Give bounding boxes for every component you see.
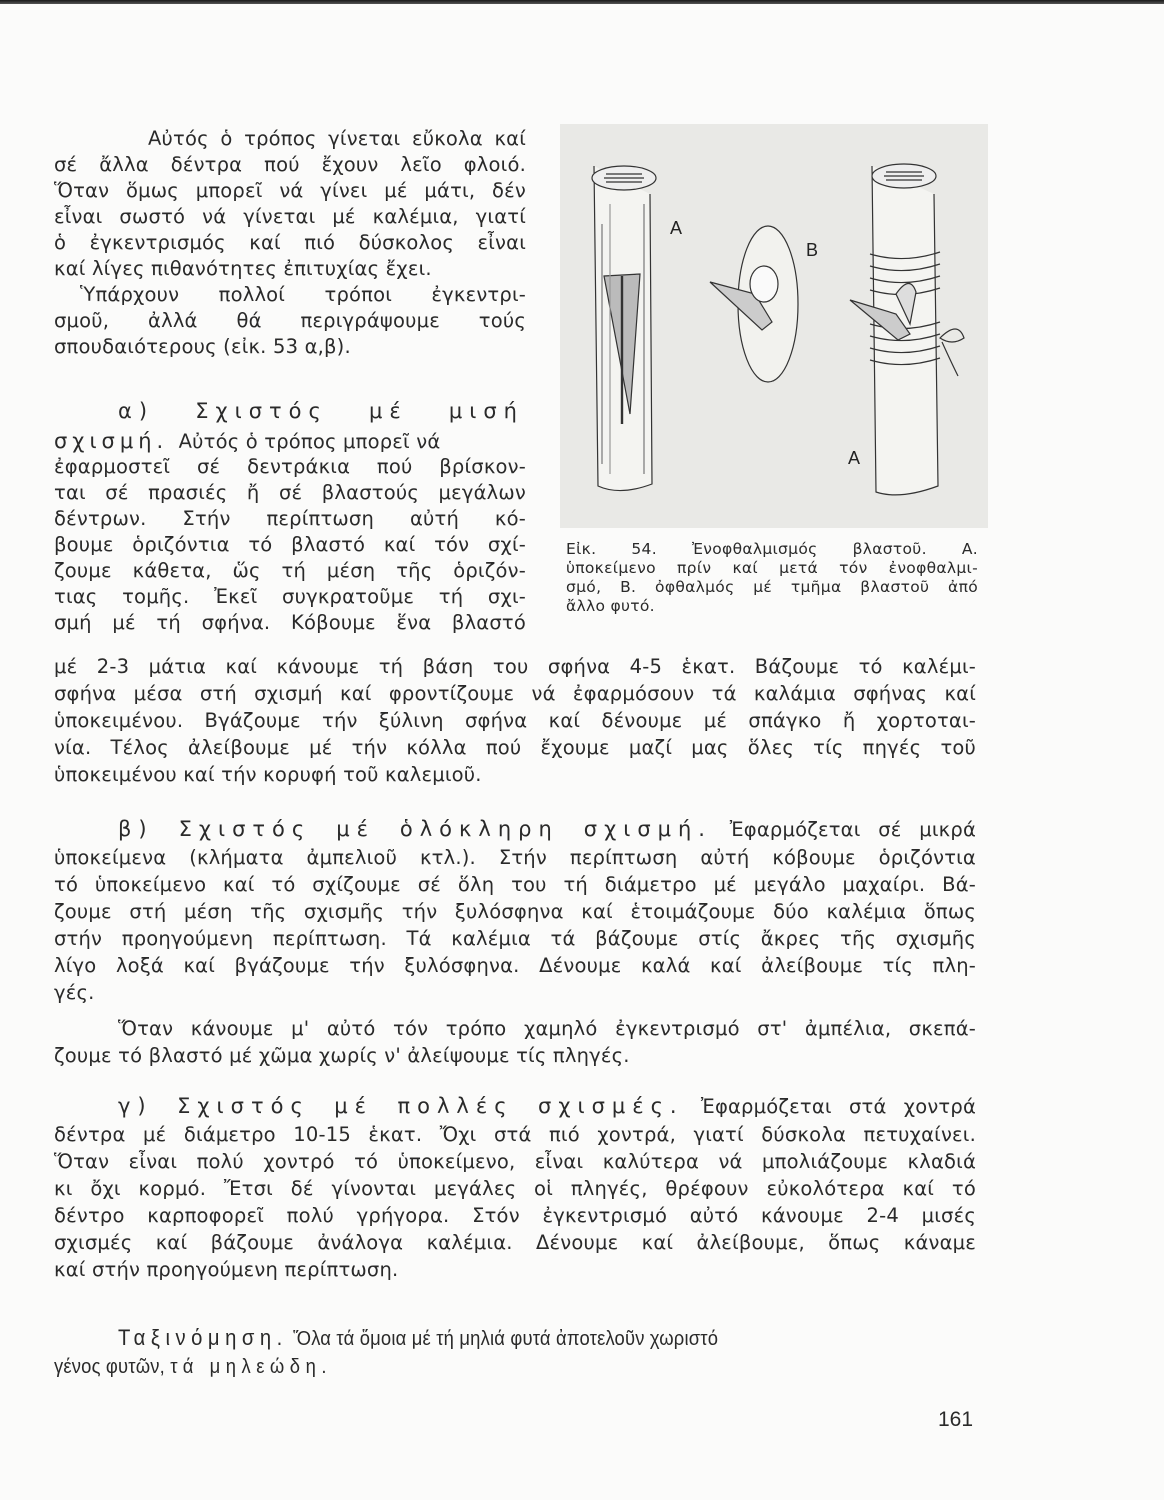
text-line: ζουμε κάθετα, ὥς τή μέση τῆς ὁριζόν-: [54, 559, 526, 582]
section-c-heading: γ) Σχιστός μέ πολλές σχισμές.: [118, 1094, 684, 1118]
text-line: εἶναι σωστό νά γίνεται μέ καλέμια, γιατί: [54, 205, 526, 228]
text-line: Ὅλα τά ὅμοια μέ τή μηλιά φυτά ἀποτελοῦν χωριστό: [293, 1328, 719, 1350]
text-line: Ὅταν ὅμως μπορεῖ νά γίνει μέ μάτι, δέν: [54, 179, 526, 202]
text-line: σχισμές καί βάζουμε ἀνάλογα καλέμια. Δένουμε καί ἀλείβουμε, ὅπως κάναμε: [54, 1231, 976, 1254]
text-line: τιας τομῆς. Ἐκεῖ συγκρατοῦμε τή σχι-: [54, 585, 526, 608]
rootstock-after-icon: [850, 164, 964, 495]
text-line: Ἐφαρμόζεται σέ μικρά: [729, 818, 976, 841]
caption-line: σμό, Β. ὀφθαλμός μέ τμῆμα βλαστοῦ ἀπό: [566, 578, 978, 596]
text-line: Ὅταν εἶναι πολύ χοντρό τό ὑποκείμενο, εἶναι καλύτερα νά μπολιάζουμε κλαδιά: [54, 1150, 976, 1173]
text-line: βουμε ὁριζόντια τό βλαστό καί τόν σχί-: [54, 533, 526, 556]
label-a-left: A: [670, 218, 683, 238]
caption-line: ἄλλο φυτό.: [566, 597, 655, 615]
scan-top-edge: [0, 0, 1164, 4]
figure-54-illustration: [560, 124, 988, 528]
section-b-heading: β) Σχιστός μέ ὁλόκληρη σχισμή.: [118, 817, 712, 841]
text-line: Ὅταν κάνουμε μ' αὐτό τόν τρόπο χαμηλό ἐγκεντρισμό στ' ἀμπέλια, σκεπά-: [118, 1017, 976, 1040]
section-a-heading-cont: σχισμή.: [54, 429, 169, 453]
text-line: καί στήν προηγούμενη περίπτωση.: [54, 1258, 399, 1281]
label-a-right: A: [848, 448, 861, 468]
text-line: λίγο λοξά καί βγάζουμε τήν ξυλόσφηνα. Δένουμε καλά καί ἀλείβουμε τίς πλη-: [54, 954, 976, 977]
label-b: B: [806, 240, 819, 260]
text-line: μέ 2-3 μάτια καί κάνουμε τή βάση του σφήνα 4-5 ἑκατ. Βάζουμε τό καλέμι-: [54, 655, 976, 678]
section-a-heading: α) Σχιστός μέ μισή: [118, 399, 524, 423]
text-line: γένος φυτῶν,: [54, 1356, 165, 1378]
text-line: ὑποκειμένου καί τήν κορυφή τοῦ καλεμιοῦ.: [54, 763, 482, 786]
text-line: ὑποκειμένου. Βγάζουμε τήν ξύλινη σφήνα καί δένουμε μέ σπάγκο ἤ χορτοται-: [54, 709, 976, 732]
text-line: σφήνα μέσα στή σχισμή καί φροντίζουμε νά ἐφαρμόσουν τά καλάμια σφήνας καί: [54, 682, 976, 705]
genus-name: τά μηλεώδη.: [170, 1356, 332, 1378]
text-line: ὑποκείμενα (κλήματα ἀμπελιοῦ κτλ.). Στήν περίπτωση αὐτή κόβουμε ὁριζόντια: [54, 846, 976, 869]
text-line: κι ὄχι κορμό. Ἔτσι δέ γίνονται μεγάλες οἱ πληγές, θρέφουν εὐκολότερα καί τό: [54, 1177, 976, 1200]
text-line: σμή μέ τή σφήνα. Κόβουμε ἕνα βλαστό: [54, 611, 526, 634]
text-line: σμοῦ, ἀλλά θά περιγράψουμε τούς: [54, 309, 526, 332]
text-line: δέντρο καρποφορεῖ πολύ γρήγορα. Στόν ἐγκεντρισμό αὐτό κάνουμε 2-4 μισές: [54, 1204, 976, 1227]
text-line: τό ὑποκείμενο καί τό σχίζουμε σέ ὅλη του τή διάμετρο μέ μεγάλο μαχαίρι. Βά-: [54, 873, 976, 896]
text-line: ὁ ἐγκεντρισμός καί πιό δύσκολος εἶναι: [54, 231, 526, 254]
text-line: νία. Τέλος ἀλείβουμε μέ τήν κόλλα πού ἔχουμε μαζί μας ὅλες τίς πηγές τοῦ: [54, 736, 976, 759]
text-line: Αὐτός ὁ τρόπος μπορεῖ νά: [178, 430, 441, 453]
text-line: σέ ἄλλα δέντρα πού ἔχουν λεῖο φλοιό.: [54, 153, 526, 176]
text-line: καί λίγες πιθανότητες ἐπιτυχίας ἔχει.: [54, 257, 432, 280]
text-line: δέντρων. Στήν περίπτωση αὐτή κό-: [54, 507, 526, 530]
text-line: Ὑπάρχουν πολλοί τρόποι ἐγκεντρι-: [80, 283, 526, 306]
text-line: ἐφαρμοστεῖ σέ δεντράκια πού βρίσκον-: [54, 455, 526, 478]
rootstock-before-icon: [592, 166, 656, 491]
text-line: Αὐτός ὁ τρόπος γίνεται εὔκολα καί: [148, 127, 526, 150]
text-line: ζουμε τό βλαστό μέ χῶμα χωρίς ν' ἀλείψουμε τίς πληγές.: [54, 1044, 630, 1067]
text-line: ζουμε στή μέση τῆς σχισμῆς τήν ξυλόσφηνα καί ἑτοιμάζουμε δύο καλέμια ὅπως: [54, 900, 976, 923]
page-number: 161: [938, 1408, 974, 1431]
text-line: δέντρα μέ διάμετρο 10-15 ἑκατ. Ὄχι στά πιό χοντρά, γιατί δύσκολα πετυχαίνει.: [54, 1123, 976, 1146]
text-line: Ἐφαρμόζεται στά χοντρά: [700, 1095, 976, 1118]
caption-line: ὑποκείμενο πρίν καί μετά τόν ἐνοφθαλμι-: [566, 559, 978, 577]
caption-line: Εἰκ. 54. Ἐνοφθαλμισμός βλαστοῦ. Α.: [566, 540, 978, 558]
classification-heading: Ταξινόμηση.: [118, 1325, 288, 1350]
text-line: στήν προηγούμενη περίπτωση. Τά καλέμια τά βάζουμε στίς ἄκρες τῆς σχισμῆς: [54, 927, 976, 950]
text-line: γές.: [54, 981, 95, 1004]
text-line: σπουδαιότερους (εἰκ. 53 α,β).: [54, 335, 351, 358]
text-line: ται σέ πρασιές ἤ σέ βλαστούς μεγάλων: [54, 481, 526, 504]
bud-shield-icon: [710, 226, 798, 382]
